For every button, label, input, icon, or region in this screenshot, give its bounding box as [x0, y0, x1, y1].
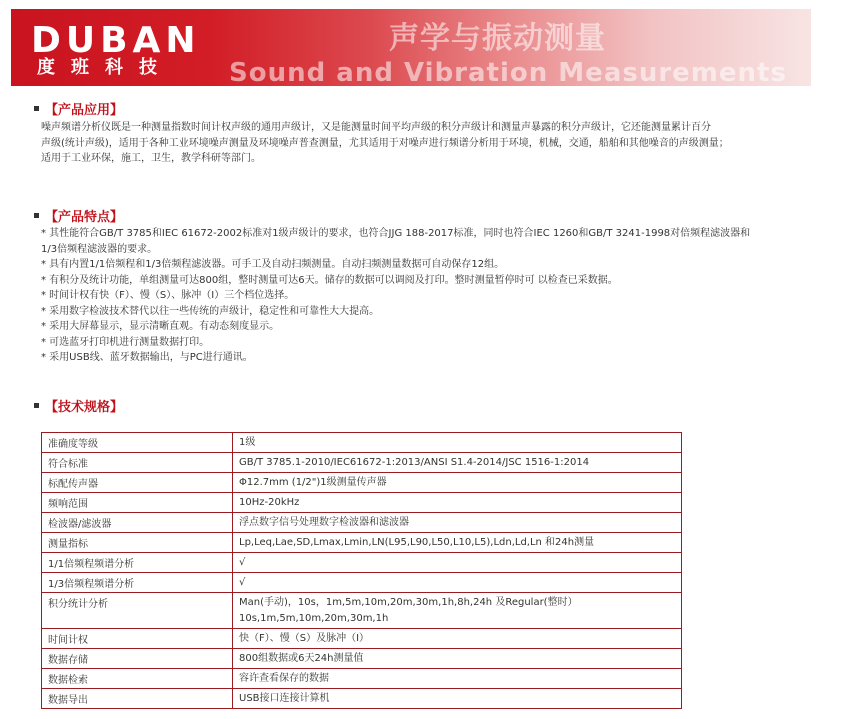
spec-value [233, 629, 682, 649]
table-row [42, 593, 682, 629]
spec-key: 数据导出 [42, 689, 233, 709]
spec-value-line: Man(手动)，10s，1m,5m,10m,20m,30m,1h,8h,24h 及Regular(整时） [239, 596, 578, 608]
table-row [42, 473, 682, 493]
application-section [28, 99, 729, 167]
square-bullet-icon [34, 403, 39, 408]
spec-value-line: Lp,Leq,Lae,SD,Lmax,Lmin,LN(L95,L90,L50,L10,L5),Ldn,Ld,Ln 和24h测量 [239, 536, 595, 548]
features-list [28, 226, 750, 366]
features-heading [28, 206, 750, 224]
spec-value-line: 800组数据或6天24h测量值 [239, 652, 364, 664]
header-banner [11, 9, 811, 86]
spec-value [233, 533, 682, 553]
feature-item: * 可选蓝牙打印机进行测量数据打印。 [41, 336, 210, 348]
specs-heading [28, 396, 123, 414]
table-row [42, 629, 682, 649]
text-line: 适用于工业环保，施工，卫生，教学科研等部门。 [41, 153, 261, 164]
spec-key: 符合标准 [42, 453, 233, 473]
feature-item: * 采用USB线、蓝牙数据输出，与PC进行通讯。 [41, 352, 253, 363]
table-row [42, 453, 682, 473]
text-line: 声级(统计声级)，适用于各种工业环境噪声测量及环境噪声普查测量，尤其适用于对噪声进行频谱分析用于环境，机械，交通，船舶和其他噪音的声级测量； [41, 137, 729, 149]
table-row [42, 553, 682, 573]
spec-value [233, 573, 682, 593]
spec-value [233, 649, 682, 669]
spec-key: 积分统计分析 [42, 593, 233, 629]
spec-value-line: Φ12.7mm (1/2")1级测量传声器 [239, 476, 387, 488]
spec-value-line: √ [239, 556, 246, 568]
section-title: 【技术规格】 [45, 399, 124, 415]
spec-value [233, 689, 682, 709]
spec-value-line: 容许查看保存的数据 [239, 672, 329, 684]
slogan-cn: 声学与振动测量 [389, 21, 606, 56]
section-title: 【产品应用】 [45, 102, 124, 118]
spec-value [233, 513, 682, 533]
spec-table [41, 432, 682, 709]
spec-key: 1/3倍频程频谱分析 [42, 573, 233, 593]
table-row [42, 689, 682, 709]
brand-logo: DUBAN [31, 20, 201, 61]
feature-item: * 具有内置1/1倍频程和1/3倍频程滤波器。可手工及自动扫频测量。自动扫频测量数据可自动保存12组。 [41, 259, 505, 270]
spec-value [233, 669, 682, 689]
spec-value [233, 453, 682, 473]
feature-item: * 时间计权有快（F）、慢（S）、脉冲（I）三个档位选择。 [41, 290, 295, 301]
spec-key: 测量指标 [42, 533, 233, 553]
spec-key: 频响范围 [42, 493, 233, 513]
square-bullet-icon [34, 106, 39, 111]
spec-value [233, 473, 682, 493]
spec-key: 准确度等级 [42, 433, 233, 453]
table-row [42, 533, 682, 553]
spec-value-line: USB接口连接计算机 [239, 692, 330, 704]
text-line: 噪声频谱分析仪既是一种测量指数时间计权声级的通用声级计，又是能测量时间平均声级的积分声级计和测量声暴露的积分声级计，它还能测量累计百分 [41, 122, 711, 133]
spec-value-line: √ [239, 576, 246, 588]
table-row [42, 669, 682, 689]
spec-value [233, 593, 682, 629]
slogan-en: Sound and Vibration Measurements [229, 58, 787, 86]
table-row [42, 433, 682, 453]
table-row [42, 649, 682, 669]
spec-key: 1/1倍频程频谱分析 [42, 553, 233, 573]
spec-value-line: 10Hz-20kHz [239, 496, 300, 508]
section-title: 【产品特点】 [45, 209, 124, 225]
feature-item: * 采用数字检波技术替代以往一些传统的声级计，稳定性和可靠性大大提高。 [41, 305, 380, 317]
spec-value [233, 553, 682, 573]
features-section [28, 206, 750, 366]
feature-item: * 采用大屏幕显示，显示清晰直观。有动态刻度显示。 [41, 321, 280, 332]
spec-value-line: 10s,1m,5m,10m,20m,30m,1h [239, 612, 389, 624]
square-bullet-icon [34, 213, 39, 218]
feature-item: * 其性能符合GB/T 3785和IEC 61672-2002标准对1级声级计的要求，也符合JJG 188-2017标准，同时也符合IEC 1260和GB/T 3241-1998对倍频程滤波器和 [41, 228, 751, 239]
table-row [42, 573, 682, 593]
spec-value [233, 433, 682, 453]
spec-value-line: 浮点数字信号处理数字检波器和滤波器 [239, 516, 409, 528]
spec-key: 时间计权 [42, 629, 233, 649]
application-heading [28, 99, 729, 117]
spec-key: 数据存储 [42, 649, 233, 669]
specs-section [28, 396, 123, 414]
spec-key: 数据检索 [42, 669, 233, 689]
spec-key: 标配传声器 [42, 473, 233, 493]
spec-value [233, 493, 682, 513]
spec-value-line: 快（F）、慢（S）及脉冲（I） [239, 632, 370, 644]
table-row [42, 493, 682, 513]
spec-value-line: GB/T 3785.1-2010/IEC61672-1:2013/ANSI S1.4-2014/JSC 1516-1:2014 [239, 456, 590, 468]
table-row [42, 513, 682, 533]
feature-item: * 有积分及统计功能，单组测量可达800组，整时测量可达6天。储存的数据可以调阅及打印。整时测量暂停时可 以检查已采数据。 [41, 274, 618, 286]
spec-key: 检波器/滤波器 [42, 513, 233, 533]
application-text [28, 120, 729, 167]
spec-value-line: 1级 [239, 436, 256, 448]
brand-name-cn: 度班科技 [37, 57, 173, 78]
feature-item: 1/3倍频程滤波器的要求。 [41, 243, 158, 255]
